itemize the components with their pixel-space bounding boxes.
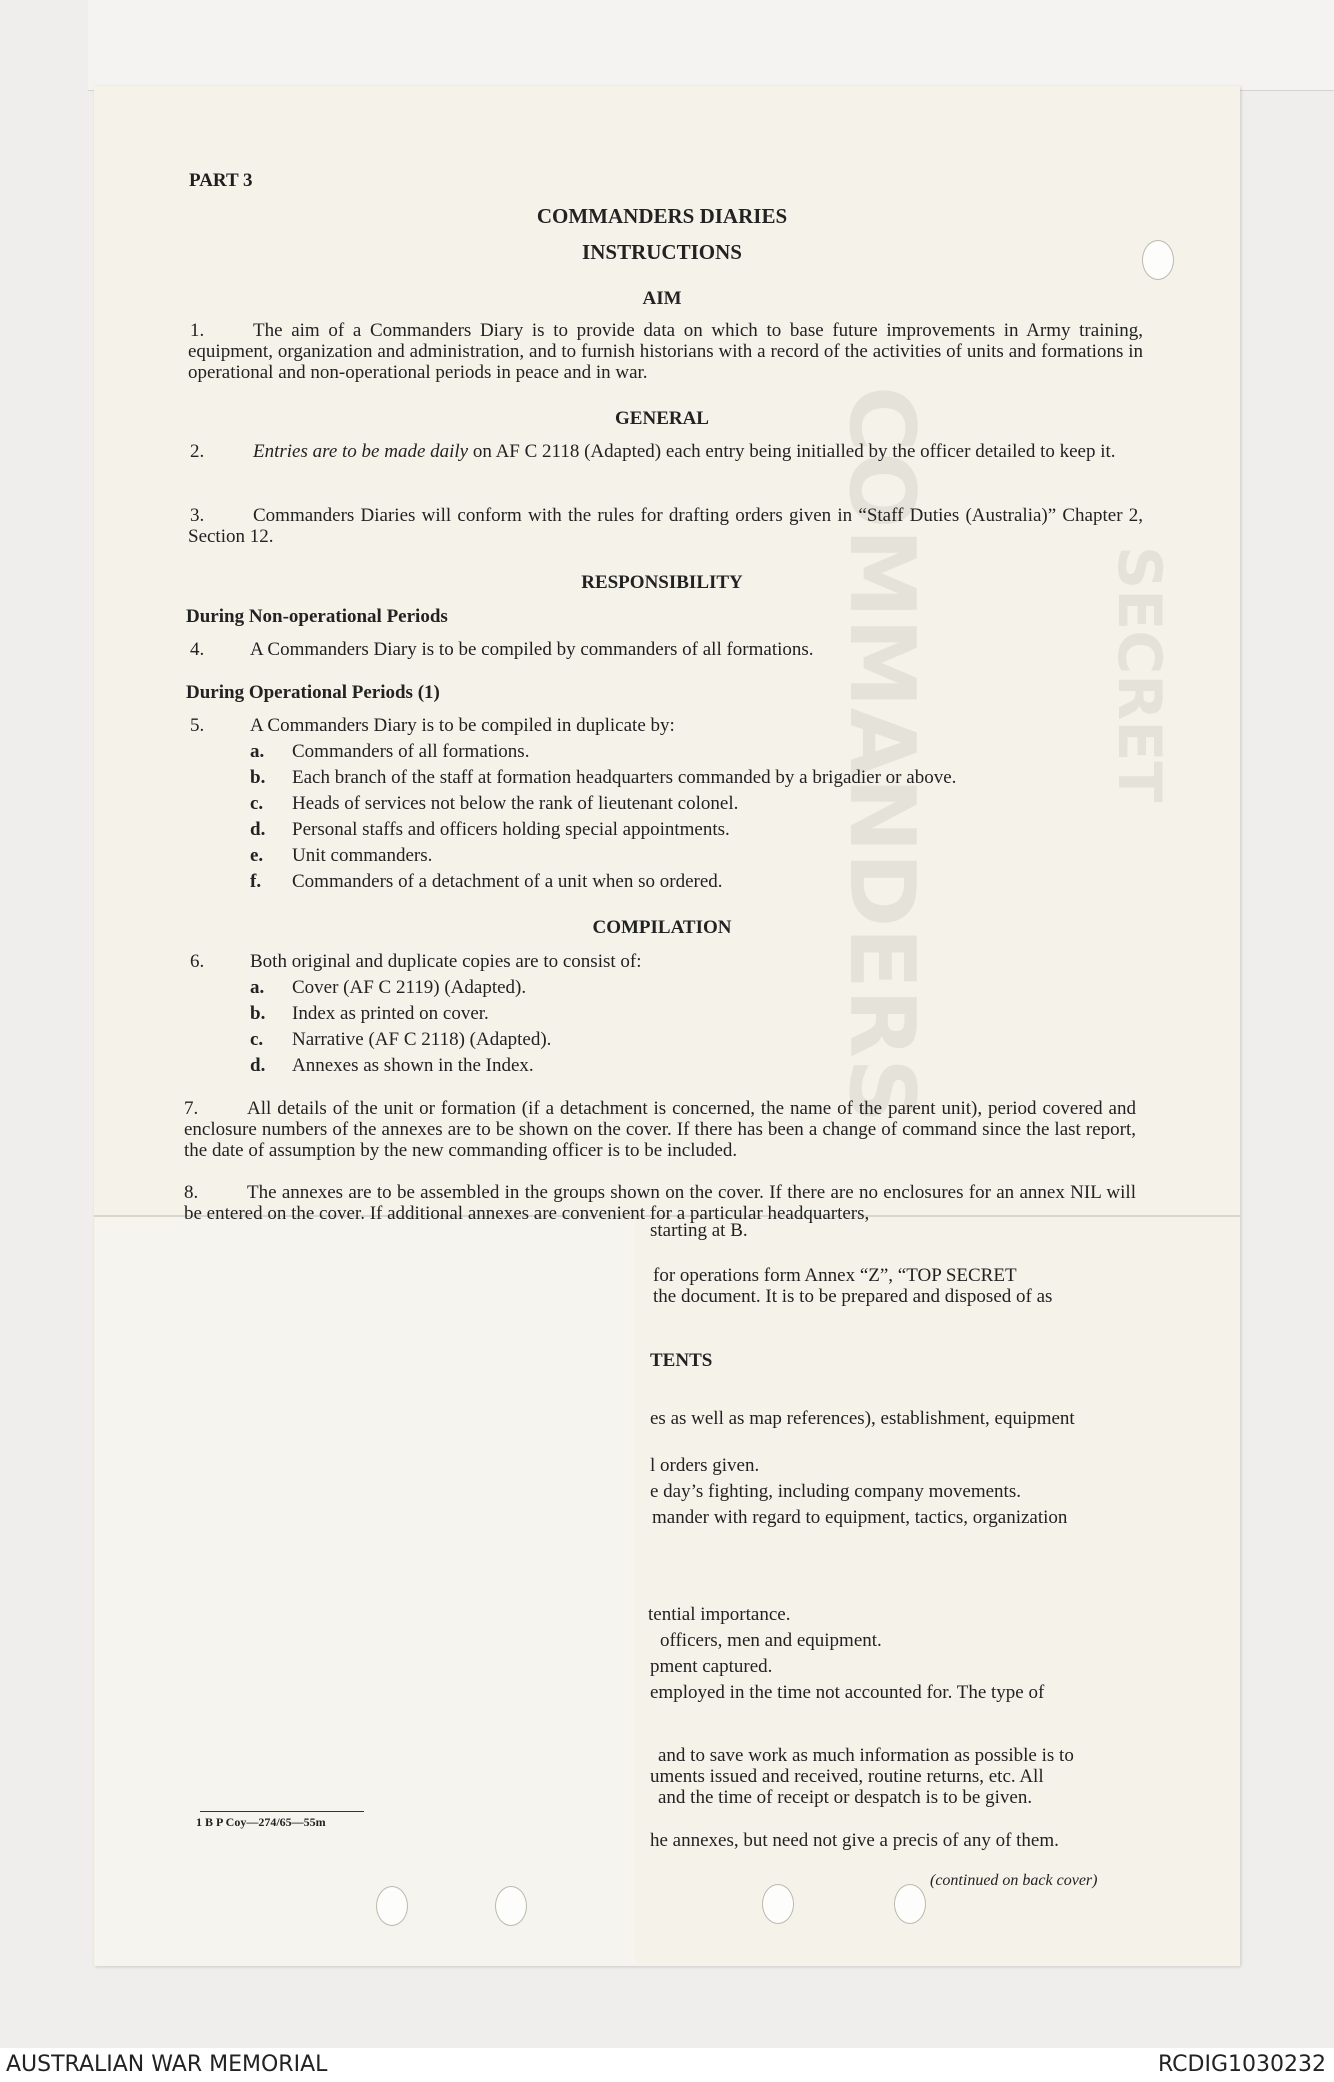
punch-hole xyxy=(376,1886,408,1926)
para-number: 3. xyxy=(190,505,205,526)
paragraph-7: All details of the unit or formation (if a detachment is concerned, the name of the parent unit), period covered and enclosure numbers of the annexes are to be shown on the cover. If there has been a change of command since the last report, the date of assumption by the new commanding officer is to be included. xyxy=(184,1098,1136,1161)
text-fragment: TENTS xyxy=(650,1350,713,1371)
credit-left: AUSTRALIAN WAR MEMORIAL xyxy=(6,2052,328,2077)
text-fragment: for operations form Annex “Z”, “TOP SECRET xyxy=(653,1265,1017,1286)
text-fragment: e day’s fighting, including company movements. xyxy=(650,1481,1021,1502)
text-fragment: tential importance. xyxy=(648,1604,791,1625)
paragraph-2-emphasis: Entries are to be made daily xyxy=(253,441,469,462)
paragraph-4: A Commanders Diary is to be compiled by commanders of all formations. xyxy=(250,639,814,660)
printer-imprint: 1 B P Coy—274/65—55m xyxy=(196,1815,326,1829)
part-label: PART 3 xyxy=(189,170,253,191)
paragraph-1: The aim of a Commanders Diary is to provide data on which to base future improvements in Army training, equipment, organization and administration, and to furnish historians with a record of the activities of units and formations in operational and non-operational periods in peace and in war. xyxy=(188,320,1143,383)
text-fragment: mander with regard to equipment, tactics, organization xyxy=(652,1507,1068,1528)
text-fragment: and the time of receipt or despatch is to be given. xyxy=(658,1787,1033,1808)
paragraph-2 xyxy=(188,441,1143,462)
list-item: a. Commanders of all formations. xyxy=(250,741,530,762)
text-fragment: employed in the time not accounted for. The type of xyxy=(650,1682,1045,1703)
para-number: 7. xyxy=(184,1098,199,1119)
text-fragment: es as well as map references), establishment, equipment xyxy=(650,1408,1075,1429)
text-fragment: l orders given. xyxy=(650,1455,760,1476)
section-heading-general: GENERAL xyxy=(615,408,709,429)
punch-hole xyxy=(894,1884,926,1924)
list-item: a. Cover (AF C 2119) (Adapted). xyxy=(250,977,527,998)
paragraph-8: The annexes are to be assembled in the groups shown on the cover. If there are no enclosures for an annex NIL will be entered on the cover. If additional annexes are convenient for a particular headquarters, xyxy=(184,1182,1136,1224)
paragraph-5: A Commanders Diary is to be compiled in duplicate by: xyxy=(250,715,675,736)
list-item: c. Heads of services not below the rank of lieutenant colonel. xyxy=(250,793,739,814)
paragraph-3: Commanders Diaries will conform with the rules for drafting orders given in “Staff Duties (Australia)” Chapter 2, Section 12. xyxy=(188,505,1143,547)
underlying-page xyxy=(88,0,1334,91)
paragraph-6: Both original and duplicate copies are to consist of: xyxy=(250,951,642,972)
show-through-text: COMMANDERS xyxy=(829,386,934,1123)
list-item: c. Narrative (AF C 2118) (Adapted). xyxy=(250,1029,552,1050)
list-item: d. Annexes as shown in the Index. xyxy=(250,1055,534,1076)
list-item: b. Each branch of the staff at formation headquarters commanded by a brigadier or above. xyxy=(250,767,957,788)
list-item: d. Personal staffs and officers holding special appointments. xyxy=(250,819,730,840)
para-number: 1. xyxy=(190,320,205,341)
text-fragment: uments issued and received, routine returns, etc. All xyxy=(650,1766,1044,1787)
text-fragment: he annexes, but need not give a precis of any of them. xyxy=(650,1830,1059,1851)
list-item: b. Index as printed on cover. xyxy=(250,1003,489,1024)
para-number: 6. xyxy=(190,951,205,972)
subheading-operational: During Operational Periods (1) xyxy=(186,682,440,703)
paragraph-2-text: on AF C 2118 (Adapted) each entry being initialled by the officer detailed to keep it. xyxy=(472,441,1116,462)
credit-right: RCDIG1030232 xyxy=(1157,2052,1326,2077)
continued-note: (continued on back cover) xyxy=(930,1872,1098,1889)
section-heading-responsibility: RESPONSIBILITY xyxy=(581,572,743,593)
text-fragment: pment captured. xyxy=(650,1656,773,1677)
punch-hole xyxy=(762,1884,794,1924)
text-fragment: starting at B. xyxy=(650,1220,748,1241)
para-number: 8. xyxy=(184,1182,199,1203)
document-title: COMMANDERS DIARIES xyxy=(536,204,788,228)
text-fragment: the document. It is to be prepared and disposed of as xyxy=(653,1286,1053,1307)
text-fragment: and to save work as much information as possible is to xyxy=(658,1745,1074,1766)
para-number: 5. xyxy=(190,715,205,736)
imprint-rule xyxy=(200,1811,364,1812)
list-item: f. Commanders of a detachment of a unit when so ordered. xyxy=(250,871,723,892)
punch-hole xyxy=(1142,240,1174,280)
show-through-text: SECRET xyxy=(1104,546,1174,803)
para-number: 4. xyxy=(190,639,205,660)
document-subtitle: INSTRUCTIONS xyxy=(582,240,742,264)
punch-hole xyxy=(495,1886,527,1926)
para-number: 2. xyxy=(190,441,205,462)
section-heading-aim: AIM xyxy=(642,288,682,309)
subheading-non-operational: During Non-operational Periods xyxy=(186,606,448,627)
folded-lower-left-panel xyxy=(95,1217,635,1965)
text-fragment: officers, men and equipment. xyxy=(660,1630,882,1651)
section-heading-compilation: COMPILATION xyxy=(592,917,732,938)
list-item: e. Unit commanders. xyxy=(250,845,433,866)
